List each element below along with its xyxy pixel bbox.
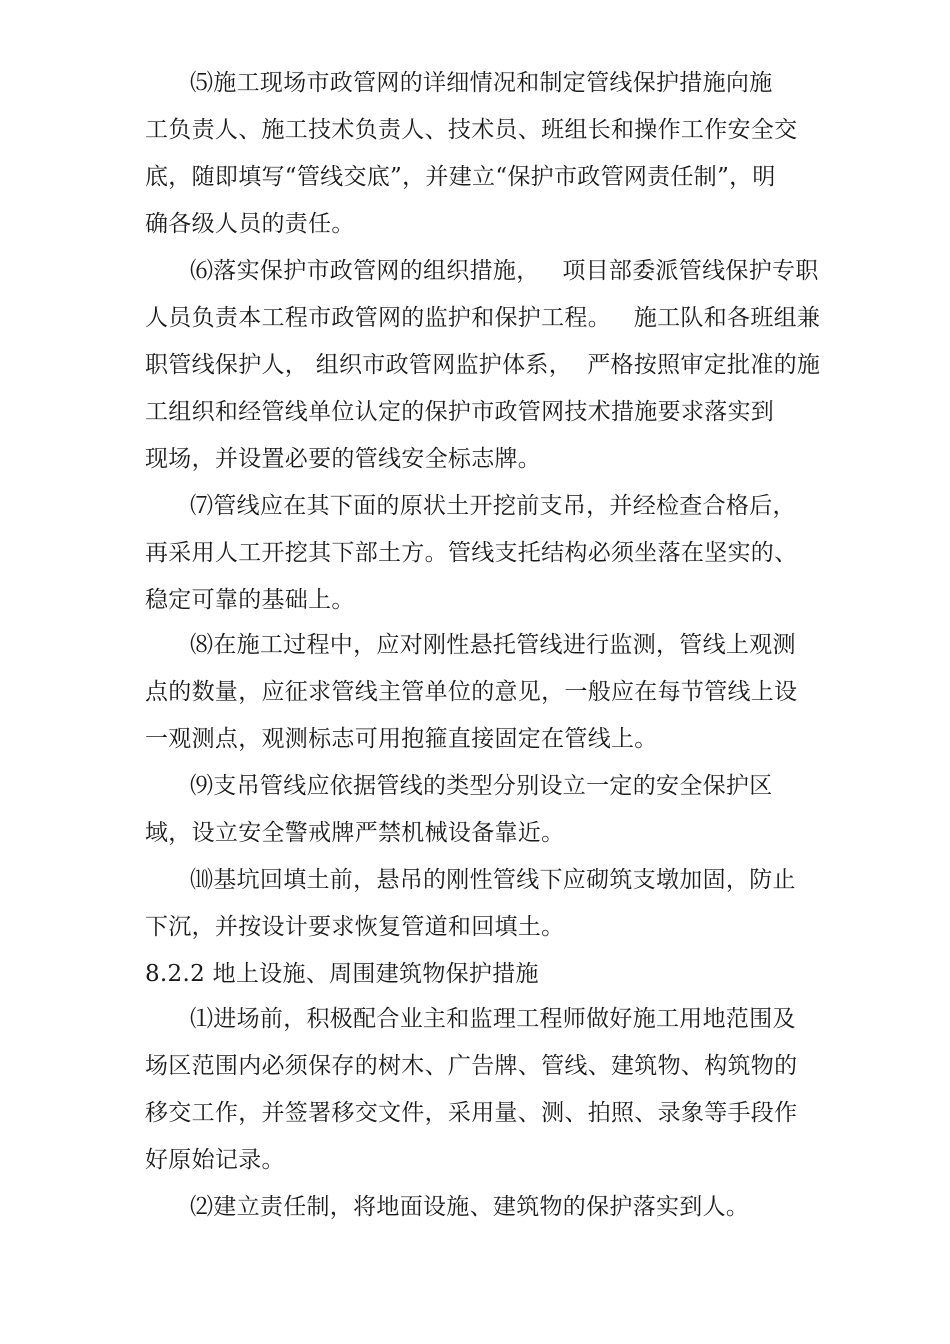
text-line: ⑸施工现场市政管网的详细情况和制定管线保护措施向施 <box>190 70 773 96</box>
text-line: 好原始记录。 <box>145 1147 285 1173</box>
text-line: 人员负责本工程市政管网的监护和保护工程。 施工队和各班组兼 <box>145 305 821 331</box>
text-line: 再采用人工开挖其下部土方。管线支托结构必须坐落在坚实的、 <box>145 540 798 566</box>
text-line: ⑺管线应在其下面的原状土开挖前支吊，并经检查合格后， <box>190 493 796 519</box>
text-line: 域，设立安全警戒牌严禁机械设备靠近。 <box>145 820 565 846</box>
text-line: 场区范围内必须保存的树木、广告牌、管线、建筑物、构筑物的 <box>145 1053 798 1079</box>
text-line: 底，随即填写“管线交底”，并建立“保护市政管网责任制”，明 <box>145 164 776 190</box>
text-line: 移交工作，并签署移交文件，采用量、测、拍照、录象等手段作 <box>145 1100 798 1126</box>
text-line: 工组织和经管线单位认定的保护市政管网技术措施要求落实到 <box>145 399 775 425</box>
text-line: 现场，并设置必要的管线安全标志牌。 <box>145 446 542 472</box>
text-line: 职管线保护人， 组织市政管网监护体系， 严格按照审定批准的施 <box>145 352 821 378</box>
text-line: ⑴进场前，积极配合业主和监理工程师做好施工用地范围及 <box>190 1006 796 1032</box>
text-line: 工负责人、施工技术负责人、技术员、班组长和操作工作安全交 <box>145 117 798 143</box>
text-line: 稳定可靠的基础上。 <box>145 587 355 613</box>
text-line: ⑻在施工过程中，应对刚性悬托管线进行监测，管线上观测 <box>190 632 796 658</box>
text-line: ⑽基坑回填土前，悬吊的刚性管线下应砌筑支墩加固，防止 <box>190 867 796 893</box>
text-line: ⑹落实保护市政管网的组织措施， 项目部委派管线保护专职 <box>190 258 819 284</box>
text-line: 确各级人员的责任。 <box>145 211 355 237</box>
text-line: 一观测点，观测标志可用抱箍直接固定在管线上。 <box>145 726 658 752</box>
text-line: 点的数量，应征求管线主管单位的意见，一般应在每节管线上设 <box>145 679 798 705</box>
text-line: ⑵建立责任制，将地面设施、建筑物的保护落实到人。 <box>190 1194 750 1220</box>
section-heading: 8.2.2 地上设施、周围建筑物保护措施 <box>145 961 539 987</box>
text-line: 下沉，并按设计要求恢复管道和回填土。 <box>145 914 565 940</box>
text-line: ⑼支吊管线应依据管线的类型分别设立一定的安全保护区 <box>190 773 773 799</box>
